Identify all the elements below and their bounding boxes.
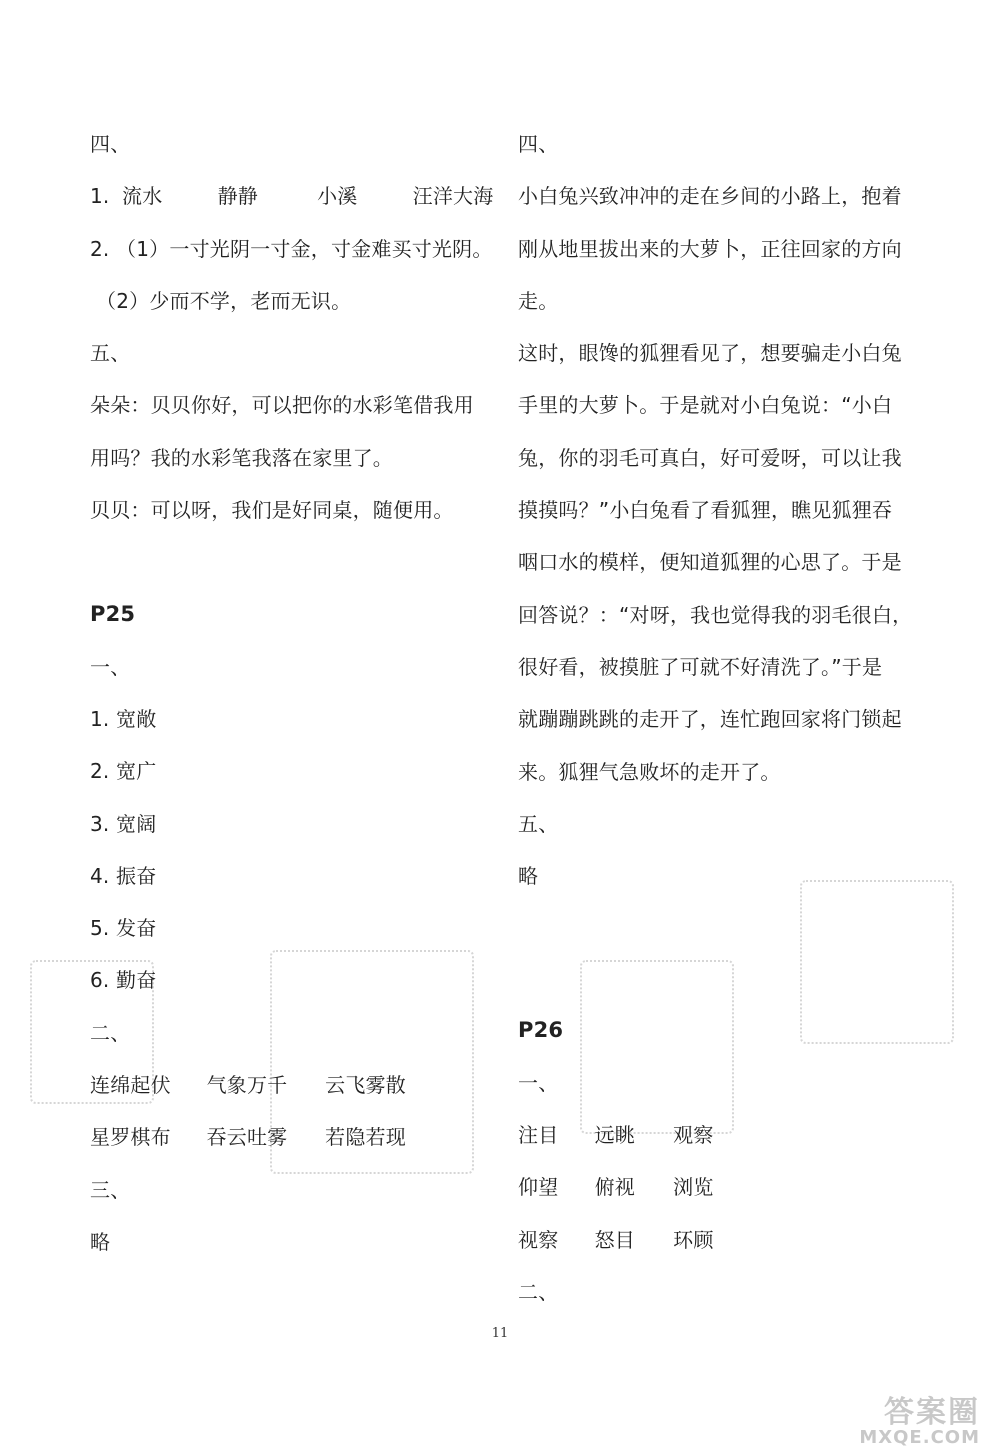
answer-line: 1. 宽敞: [90, 706, 157, 731]
answer-word: 俯视: [594, 1175, 635, 1200]
story-line: 小白兔兴致冲冲的走在乡间的小路上，抱着: [518, 184, 902, 209]
watermark-url-text: MXQE.COM: [859, 1427, 980, 1448]
section-heading: 一、: [518, 1070, 559, 1095]
story-line: 很好看，被摸脏了可就不好清洗了。”于是: [518, 654, 883, 679]
story-line: 咽口水的模样，便知道狐狸的心思了。于是: [518, 550, 902, 575]
right-column: [518, 118, 918, 1318]
answer-line: 略: [90, 1229, 111, 1254]
story-line: 手里的大萝卜。于是就对小白兔说：“小白: [518, 393, 893, 418]
answer-line: [90, 170, 494, 222]
section-heading: 五、: [518, 811, 559, 836]
site-watermark-logo: [810, 1395, 980, 1448]
story-line: 来。狐狸气急败坏的走开了。: [518, 759, 781, 784]
answer-line: 6. 勤奋: [90, 968, 157, 993]
answer-line: （2）少而不学，老而无识。: [96, 288, 352, 313]
answer-line: 2. （1）一寸光阴一寸金，寸金难买寸光阴。: [90, 236, 493, 261]
answer-line: [518, 1109, 918, 1161]
answer-word: 连绵起伏: [90, 1073, 171, 1098]
answer-line: 贝贝：可以呀，我们是好同桌，随便用。: [90, 498, 454, 523]
answer-word: 视察: [518, 1227, 559, 1252]
section-heading: 四、: [90, 132, 131, 156]
answer-line: 5. 发奋: [90, 916, 157, 941]
answer-word: 注目: [518, 1123, 559, 1148]
watermark-main-text: 答案圈: [884, 1395, 980, 1430]
answer-word: 怒目: [594, 1227, 635, 1252]
answer-word: 汪洋大海: [412, 184, 494, 209]
answer-word: 环顾: [673, 1227, 714, 1252]
section-heading: 二、: [518, 1279, 559, 1304]
answer-word: 远眺: [594, 1123, 635, 1148]
page-heading: P25: [90, 602, 136, 627]
answer-word: 流水: [122, 184, 163, 209]
answer-line: [518, 1161, 918, 1213]
answer-word: 星罗棋布: [90, 1125, 171, 1150]
story-line: 摸摸吗？”小白兔看了看狐狸，瞧见狐狸吞: [518, 498, 893, 523]
answer-line: 4. 振奋: [90, 863, 157, 888]
answer-line: [90, 1111, 490, 1163]
answer-word: 仰望: [518, 1175, 559, 1200]
answer-word: 观察: [673, 1123, 714, 1148]
page-number: 11: [491, 1326, 509, 1341]
left-column: [90, 118, 494, 1268]
answer-line: 略: [518, 864, 539, 889]
item-number: 1.: [90, 184, 110, 209]
answer-line: 朵朵：贝贝你好，可以把你的水彩笔借我用: [90, 393, 474, 418]
section-heading: 二、: [90, 1020, 131, 1045]
answer-line: 2. 宽广: [90, 759, 157, 784]
answer-word: 气象万千: [206, 1073, 288, 1098]
section-heading: 四、: [518, 132, 559, 156]
answer-line: [90, 1059, 490, 1111]
story-line: 走。: [518, 288, 559, 313]
answer-word: 云飞雾散: [325, 1073, 406, 1098]
answer-word: 浏览: [673, 1175, 714, 1200]
answer-line: [518, 1214, 918, 1266]
story-line: 就蹦蹦跳跳的走开了，连忙跑回家将门锁起: [518, 707, 902, 732]
section-heading: 三、: [90, 1177, 131, 1202]
section-heading: 一、: [90, 654, 131, 679]
section-heading: 五、: [90, 341, 131, 366]
story-line: 刚从地里拔出来的大萝卜，正往回家的方向: [518, 236, 902, 261]
answer-word: 吞云吐雾: [206, 1125, 288, 1150]
answer-word: 小溪: [317, 184, 358, 209]
answer-line: 3. 宽阔: [90, 811, 157, 836]
answer-word: 若隐若现: [325, 1125, 406, 1150]
page-heading: P26: [518, 1018, 564, 1043]
answer-line: 用吗？我的水彩笔我落在家里了。: [90, 445, 393, 470]
story-line: 兔，你的羽毛可真白，好可爱呀，可以让我: [518, 445, 902, 470]
story-line: 回答说？：“对呀，我也觉得我的羽毛很白，: [518, 602, 913, 627]
answer-word: 静静: [217, 184, 258, 209]
story-line: 这时，眼馋的狐狸看见了，想要骗走小白兔: [518, 341, 902, 366]
